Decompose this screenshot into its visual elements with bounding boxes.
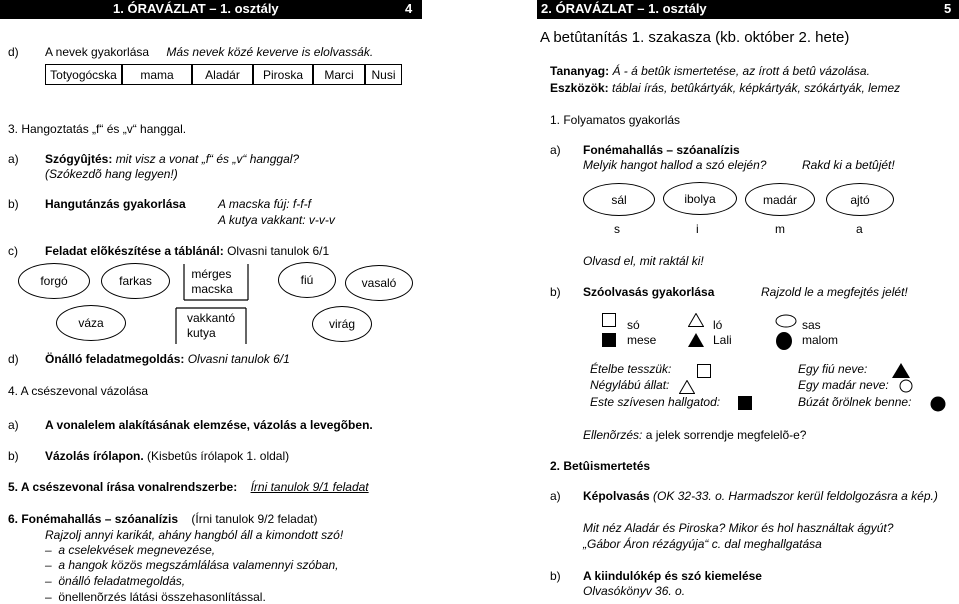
left-page-number: 4	[405, 1, 413, 16]
square-filled-icon	[602, 333, 616, 347]
riddle-text: Búzát õrölnek benne:	[798, 395, 912, 409]
eszkozok-line: Eszközök: táblai írás, betûkártyák, képkártyák, szókártyák, lemez	[550, 81, 901, 95]
s3b-line1: A macska fúj: f-f-f	[218, 197, 311, 211]
riddle-text: Egy fiú neve:	[798, 362, 868, 376]
r-s2b-marker: b)	[550, 569, 561, 583]
r-s2b-text: Olvasókönyv 36. o.	[583, 584, 686, 598]
word-oval-ajto: ajtó	[826, 183, 894, 216]
name-box: mama	[122, 64, 192, 85]
s6-intro: Rajzolj annyi karikát, ahány hangból áll a kimondott szó!	[45, 528, 344, 542]
s3a-line: Szógyûjtés: mit visz a vonat „f“ és „v“ hanggal?	[45, 152, 300, 166]
triangle-open-icon	[679, 380, 695, 394]
letter-a: a	[856, 222, 863, 236]
left-header-title: 1. ÓRAVÁZLAT – 1. osztály	[113, 1, 279, 16]
r-s2a-line: Képolvasás (OK 32-33. o. Harmadszor kerül feldolgozásra a kép.)	[583, 489, 938, 503]
r-s2a-question: Mit néz Aladár és Piroska? Mikor és hol használtak ágyút?	[583, 521, 894, 535]
riddle-text: Ételbe tesszük:	[590, 362, 672, 376]
s3b-line2: A kutya vakkant: v-v-v	[218, 213, 335, 227]
word-malom: malom	[802, 333, 839, 347]
names-exercise: d)	[8, 45, 19, 59]
r-s1b-title: Szóolvasás gyakorlása	[583, 285, 715, 299]
circle-filled-icon	[930, 396, 946, 412]
word-oval-forgo: forgó	[18, 263, 90, 299]
word-oval-vaza: váza	[56, 305, 126, 341]
square-open-icon	[697, 364, 711, 378]
word-sas: sas	[802, 318, 821, 332]
s4b-marker: b)	[8, 449, 19, 463]
r-s1a-prompt: Olvasd el, mit raktál ki!	[583, 254, 704, 268]
word-mese: mese	[627, 333, 657, 347]
word-oval-madar: madár	[745, 183, 815, 216]
name-box: Piroska	[253, 64, 313, 85]
r-s1a-q1: Melyik hangot hallod a szó elején?	[583, 158, 767, 172]
circle-open-icon	[775, 314, 797, 328]
r-s1a-q2: Rakd ki a betûjét!	[802, 158, 895, 172]
riddle-text: Egy madár neve:	[798, 378, 889, 392]
section-5-line: 5. A csészevonal írása vonalrendszerbe: Írni tanulok 9/1 feladat	[8, 480, 369, 494]
s6-item: – önálló feladatmegoldás,	[45, 574, 186, 588]
right-header-bar	[537, 0, 959, 19]
square-open-icon	[602, 313, 616, 327]
s3b-title: Hangutánzás gyakorlása	[45, 197, 186, 211]
r-s2a-marker: a)	[550, 489, 561, 503]
section-3-title: 3. Hangoztatás „f“ és „v“ hanggal.	[8, 122, 187, 136]
circle-open-icon	[899, 379, 913, 393]
right-page-number: 5	[944, 1, 952, 16]
word-lo: ló	[713, 318, 723, 332]
triangle-filled-icon	[688, 333, 704, 347]
word-box-vakkanto-kutya: vakkantó kutya	[186, 311, 236, 340]
circle-filled-icon	[775, 331, 793, 351]
lesson-title: A betûtanítás 1. szakasza (kb. október 2. hete)	[540, 29, 850, 46]
word-oval-farkas: farkas	[101, 263, 170, 299]
name-box: Marci	[313, 64, 365, 85]
name-box: Totyogócska	[45, 64, 122, 85]
letter-m: m	[775, 222, 785, 236]
s6-item: – a cselekvések megnevezése,	[45, 543, 216, 557]
word-oval-fiu: fiú	[278, 262, 336, 298]
r-s1b-note: Rajzold le a megfejtés jelét!	[761, 285, 908, 299]
names-heading: A nevek gyakorlása Más nevek közé keverve is elolvassák.	[45, 45, 374, 59]
word-oval-sal: sál	[583, 183, 655, 216]
s3a-note: (Szókezdõ hang legyen!)	[45, 167, 178, 181]
name-box: Nusi	[365, 64, 402, 85]
word-lali: Lali	[713, 333, 732, 347]
letter-i: i	[696, 222, 699, 236]
s3d-line: Önálló feladatmegoldás: Olvasni tanulok 6/1	[45, 352, 290, 366]
right-header-title: 2. ÓRAVÁZLAT – 1. osztály	[541, 1, 707, 16]
r-s1a-marker: a)	[550, 143, 561, 157]
s6-item: – önellenõrzés látási összehasonlítással.	[45, 590, 266, 604]
r-s2b-title: A kiindulókép és szó kiemelése	[583, 569, 762, 583]
section-4-title: 4. A csészevonal vázolása	[8, 384, 149, 398]
word-oval-virag: virág	[312, 306, 372, 342]
r-section-1-title: 1. Folyamatos gyakorlás	[550, 113, 681, 127]
tananyag-line: Tananyag: Á - á betûk ismertetése, az írott á betû vázolása.	[550, 64, 870, 78]
r-s1b-marker: b)	[550, 285, 561, 299]
riddle-text: Este szívesen hallgatod:	[590, 395, 721, 409]
s6-item: – a hangok közös megszámlálása valamennyi szóban,	[45, 558, 339, 572]
word-box-merges-macska: mérges macska	[191, 267, 233, 296]
r-s1a-title: Fonémahallás – szóanalízis	[583, 143, 740, 157]
triangle-filled-icon	[892, 363, 910, 378]
word-oval-ibolya: ibolya	[663, 182, 737, 215]
word-so: só	[627, 318, 640, 332]
s4a-title: A vonalelem alakításának elemzése, vázolás a levegõben.	[45, 418, 373, 432]
word-oval-vasalo: vasaló	[345, 265, 413, 301]
s4a-marker: a)	[8, 418, 19, 432]
s3b-marker: b)	[8, 197, 19, 211]
name-box: Aladár	[192, 64, 253, 85]
s4b-line: Vázolás írólapon. (Kisbetûs írólapok 1. oldal)	[45, 449, 290, 463]
s3c-marker: c)	[8, 244, 18, 258]
triangle-open-icon	[688, 313, 704, 327]
section-6-line: 6. Fonémahallás – szóanalízis (Írni tanulok 9/2 feladat)	[8, 512, 318, 526]
letter-s: s	[614, 222, 620, 236]
square-filled-icon	[738, 396, 752, 410]
s3d-marker: d)	[8, 352, 19, 366]
riddle-text: Négylábú állat:	[590, 378, 670, 392]
r-section-2-title: 2. Betûismertetés	[550, 459, 651, 473]
s3c-line: Feladat elõkészítése a táblánál: Olvasni tanulok 6/1	[45, 244, 330, 258]
check-line: Ellenõrzés: a jelek sorrendje megfelelõ-e?	[583, 428, 807, 442]
s3a-marker: a)	[8, 152, 19, 166]
r-s2a-song: „Gábor Áron rézágyúja“ c. dal meghallgatása	[583, 537, 822, 551]
